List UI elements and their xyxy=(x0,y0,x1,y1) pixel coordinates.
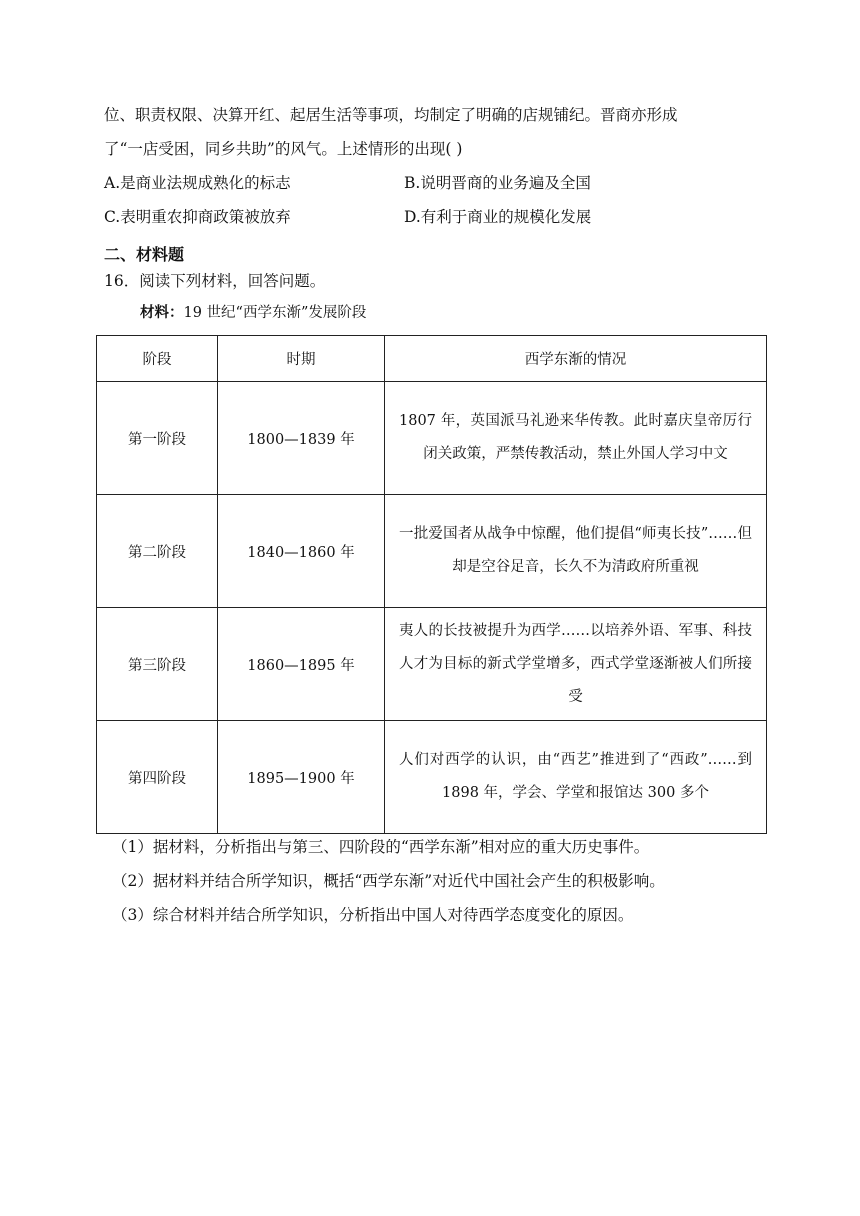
material-label: 材料： xyxy=(140,304,184,321)
cell-period: 1800—1839 年 xyxy=(218,382,385,495)
table-row xyxy=(97,721,767,834)
cell-situation: 夷人的长技被提升为西学……以培养外语、军事、科技人才为目标的新式学堂增多，西式学堂逐渐被人们所接受 xyxy=(385,608,767,721)
subquestion-3: （3）综合材料并结合所学知识，分析指出中国人对待西学态度变化的原因。 xyxy=(112,906,634,924)
header-situation: 西学东渐的情况 xyxy=(385,336,767,382)
header-stage: 阶段 xyxy=(97,336,218,382)
material-caption xyxy=(140,302,366,324)
cell-situation: 一批爱国者从战争中惊醒，他们提倡“师夷长技”……但却是空谷足音，长久不为清政府所重视 xyxy=(385,495,767,608)
table-row xyxy=(97,608,767,721)
cell-situation: 1807 年，英国派马礼逊来华传教。此时嘉庆皇帝厉行闭关政策，严禁传教活动，禁止外国人学习中文 xyxy=(385,382,767,495)
option-b: B.说明晋商的业务遍及全国 xyxy=(404,174,591,192)
table-header-row xyxy=(97,336,767,382)
material-title: 19 世纪“西学东渐”发展阶段 xyxy=(183,305,367,321)
header-period: 时期 xyxy=(218,336,385,382)
cell-situation: 人们对西学的认识，由“西艺”推进到了“西政”……到 1898 年，学会、学堂和报馆达 300 多个 xyxy=(385,721,767,834)
option-a: A.是商业法规成熟化的标志 xyxy=(104,174,291,192)
material-table xyxy=(96,335,767,834)
option-d: D.有利于商业的规模化发展 xyxy=(404,208,592,226)
section-title: 二、材料题 xyxy=(104,245,185,264)
table-row xyxy=(97,495,767,608)
continuation-line-2: 了“一店受困，同乡共助”的风气。上述情形的出现( ) xyxy=(104,140,463,158)
cell-period: 1895—1900 年 xyxy=(218,721,385,834)
subquestion-1: （1）据材料，分析指出与第三、四阶段的“西学东渐”相对应的重大历史事件。 xyxy=(112,838,650,856)
cell-stage: 第二阶段 xyxy=(97,495,218,608)
subquestion-2: （2）据材料并结合所学知识，概括“西学东渐”对近代中国社会产生的积极影响。 xyxy=(112,872,665,890)
option-c: C.表明重农抑商政策被放弃 xyxy=(104,208,291,226)
table-row xyxy=(97,382,767,495)
cell-stage: 第四阶段 xyxy=(97,721,218,834)
cell-period: 1860—1895 年 xyxy=(218,608,385,721)
cell-stage: 第三阶段 xyxy=(97,608,218,721)
continuation-line-1: 位、职责权限、决算开红、起居生活等事项，均制定了明确的店规铺纪。晋商亦形成 xyxy=(104,106,678,124)
cell-stage: 第一阶段 xyxy=(97,382,218,495)
question-16-stem: 16．阅读下列材料，回答问题。 xyxy=(104,272,326,290)
cell-period: 1840—1860 年 xyxy=(218,495,385,608)
